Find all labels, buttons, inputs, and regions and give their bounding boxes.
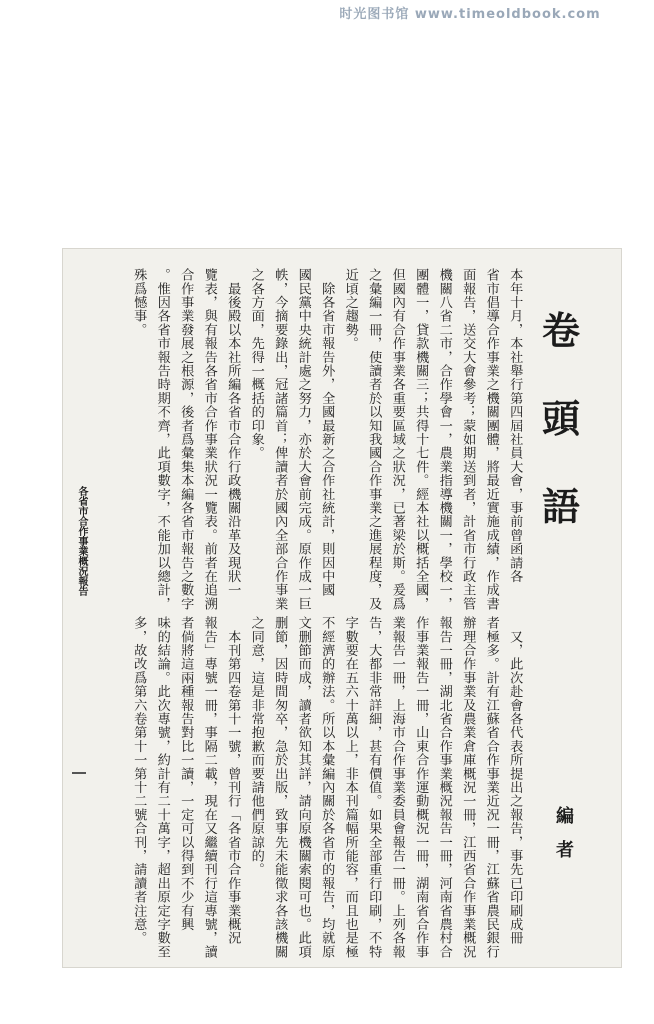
title-char: 語 (542, 484, 581, 529)
text-column: 本年十月，本社舉行第四屆社員大會，事前曾函請各 (507, 268, 523, 584)
text-column: 近頃之趨勢。 (342, 268, 358, 351)
text-column: 者倘將這兩種報告對比一讀，一定可以得到不少有興 (178, 616, 194, 932)
text-column: 最後殿以本社所編各省市合作行政機關沿革及現狀一 (225, 268, 241, 597)
text-column: 又，此次赴會各代表所提出之報告，事先已印刷成冊 (507, 616, 523, 945)
text-column: 删節，因時間匆卒，急於出版，致事先未能徵求各該機關 (272, 616, 288, 959)
text-column: 合作事業發展之根源，後者爲彙集本編各省市報告之數字 (178, 268, 194, 611)
text-column: 作事業報告一冊，山東合作運動概況一冊，湖南省合作事 (413, 616, 429, 959)
text-column: 但國內有合作事業各重要區域之狀況，已著梁於斯。爰爲 (389, 268, 405, 611)
text-column: 味的結論。此次專號，約計有二十萬字，超出原定字數至 (154, 616, 170, 959)
text-column: 之各方面，先得一概括的印象。 (248, 268, 264, 460)
margin-dash (72, 772, 86, 774)
text-column: 覽表，與有報告各省市合作事業狀況一覽表。前者在追溯 (201, 268, 217, 611)
text-column: 除各省市報告外，全國最新之合作社統計，則因中國 (319, 268, 335, 597)
author: 編者 (553, 806, 574, 874)
text-column: 本刊第四卷第十一號，曾刊行「各省市合作事業概況 (225, 616, 241, 945)
text-column: 。惟因各省市報告時期不齊，此項數字，不能加以總計， (154, 268, 170, 611)
text-column: 帙，今摘要錄出，冠諸篇首；俾讀者於國內全部合作事業 (272, 268, 288, 611)
text-column: 團體一，貸款機關三；共得十七件。經本社以概括全國， (413, 268, 429, 611)
text-column: 機關八省二市，合作學會一，農業指導機關一，學校一， (436, 268, 452, 611)
text-column: 辦理合作事業及農業倉庫概況一冊，江西省合作事業概況 (460, 616, 476, 959)
text-column: 業報告一冊，上海市合作事業委員會報告一冊。上列各報 (389, 616, 405, 959)
text-column: 報告一冊，湖北省合作事業概況報告一冊，河南省農村合 (436, 616, 452, 959)
text-column: 之彙編一冊，使讀者於以知我國合作事業之進展程度，及 (366, 268, 382, 611)
text-column: 告，大都非常詳細，甚有價值。如果全部重行印刷，不特 (366, 616, 382, 959)
text-column: 國民黨中央統計處之努力，亦於大會前完成。原作成一巨 (295, 268, 311, 611)
text-column: 面報告，送交大會參考；蒙如期送到者，計省市行政主管 (460, 268, 476, 611)
text-column: 者極多。計有江蘇省合作事業近況一冊，江蘇省農民銀行 (483, 616, 499, 959)
text-column: 字數要在五六十萬以上，非本刊篇幅所能容，而且也是極 (342, 616, 358, 959)
text-column: 文删節而成，讀者欲知其詳，請向原機關索閱可也。此項 (295, 616, 311, 959)
text-column: 殊爲憾事。 (131, 268, 147, 337)
watermark: 时光图书馆 www.timeoldbook.com (339, 7, 601, 22)
text-column: 不經濟的辦法。所以本彙編內關於各省市的報告，均就原 (319, 616, 335, 959)
side-label: 各省市合作事業概況報告 (76, 486, 87, 596)
title-char: 頭 (542, 396, 581, 441)
document-page (62, 248, 622, 968)
text-column: 多，故改爲第六卷第十一第十二號合刊，請讀者注意。 (131, 616, 147, 945)
title-char: 卷 (542, 308, 581, 353)
text-column: 之同意，這是非常抱歉而要請他們原諒的。 (248, 616, 264, 877)
text-column: 報告」專號一冊，事隔二載，現在又繼續刊行這專號，讀 (201, 616, 217, 959)
text-column: 省市倡導合作事業之機關團體，將最近實施成績，作成書 (483, 268, 499, 611)
